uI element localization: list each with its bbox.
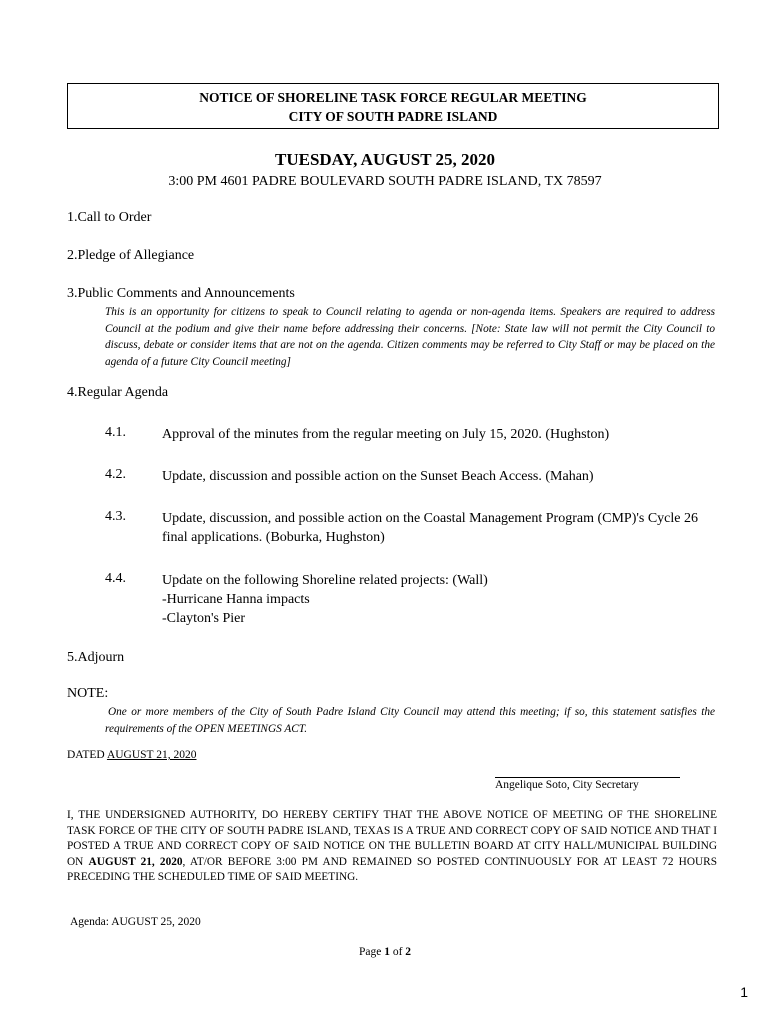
- item-number: 4.1.: [105, 425, 126, 440]
- corner-page-number: 1: [740, 984, 748, 1000]
- page-current: 1: [384, 946, 390, 958]
- item-number: 4.3.: [105, 509, 126, 524]
- meeting-location: 3:00 PM 4601 PADRE BOULEVARD SOUTH PADRE ISLAND, TX 78597: [168, 174, 602, 189]
- item-text: Update, discussion, and possible action on the Coastal Management Program (CMP)'s Cycle 26 final applications. (Boburka, Hughston): [162, 511, 698, 545]
- signature-line: [495, 777, 680, 778]
- item-number: 4.2.: [105, 467, 126, 482]
- agenda-footer-label: Agenda: AUGUST 25, 2020: [70, 916, 201, 928]
- agenda-item-regular-agenda: 4.Regular Agenda: [67, 385, 169, 400]
- meeting-date: TUESDAY, AUGUST 25, 2020: [275, 150, 495, 169]
- notice-header-box: [67, 83, 719, 129]
- sub-item: -Hurricane Hanna impacts: [162, 592, 310, 607]
- agenda-item-pledge: 2.Pledge of Allegiance: [67, 248, 195, 263]
- agenda-item-call-to-order: 1.Call to Order: [67, 210, 152, 225]
- item-text: Update, discussion and possible action on the Sunset Beach Access. (Mahan): [162, 469, 594, 484]
- note-label: NOTE:: [67, 686, 109, 701]
- signature-name: Angelique Soto, City Secretary: [495, 779, 639, 791]
- page-of: of: [389, 946, 406, 958]
- certification-part1: I, THE UNDERSIGNED AUTHORITY, DO HEREBY CERTIFY THAT THE ABOVE NOTICE OF MEETING OF THE SHORELINE TASK FORCE OF THE CITY OF SOUTH PADRE ISLAND, TEXAS IS A TRUE AND CORRECT COPY OF SAID NOTICE AND THAT I POSTED A TRUE AND CORRECT COPY OF SAID NOTICE ON THE BULLETIN BOARD AT CITY HALL/MUNICIPAL BUILDING ON: [67, 809, 717, 868]
- item-number: 4.4.: [105, 571, 126, 586]
- dated-line: [67, 749, 197, 761]
- page-prefix: Page: [358, 946, 385, 958]
- agenda-item-public-comments: 3.Public Comments and Announcements: [67, 286, 295, 301]
- notice-title: NOTICE OF SHORELINE TASK FORCE REGULAR MEETING: [199, 90, 587, 105]
- page-number: [0, 946, 770, 958]
- public-comments-note: This is an opportunity for citizens to speak to Council relating to agenda or non-agenda items. Speakers are required to address Council at the podium and give their name before addressing their concerns. [Note: State law will not permit the City Council to discuss, debate or consider items that are not on the agenda. Citizen comments may be referred to City Staff or may be placed on the agenda of a future City Council meeting]: [105, 306, 715, 368]
- certification-part2: , AT/OR BEFORE 3:00 PM AND REMAINED SO POSTED CONTINUOUSLY FOR AT LEAST 72 HOURS PRECEDING THE SCHEDULED TIME OF SAID MEETING.: [67, 855, 717, 883]
- certification-date: AUGUST 21, 2020: [88, 855, 183, 868]
- certification-text: [67, 808, 717, 886]
- sub-item: -Clayton's Pier: [162, 611, 246, 626]
- dated-label: DATED: [67, 749, 107, 761]
- page-total: 2: [405, 946, 412, 958]
- agenda-item-adjourn: 5.Adjourn: [67, 650, 125, 665]
- item-text: Approval of the minutes from the regular meeting on July 15, 2020. (Hughston): [162, 427, 610, 442]
- city-name: CITY OF SOUTH PADRE ISLAND: [288, 109, 498, 124]
- item-text-group: [162, 571, 722, 628]
- dated-date: AUGUST 21, 2020: [106, 749, 197, 761]
- item-text: Update on the following Shoreline related projects: (Wall): [162, 573, 488, 588]
- note-text: One or more members of the City of South Padre Island City Council may attend this meeting; if so, this statement satisfies the requirements of the OPEN MEETINGS ACT.: [105, 706, 715, 735]
